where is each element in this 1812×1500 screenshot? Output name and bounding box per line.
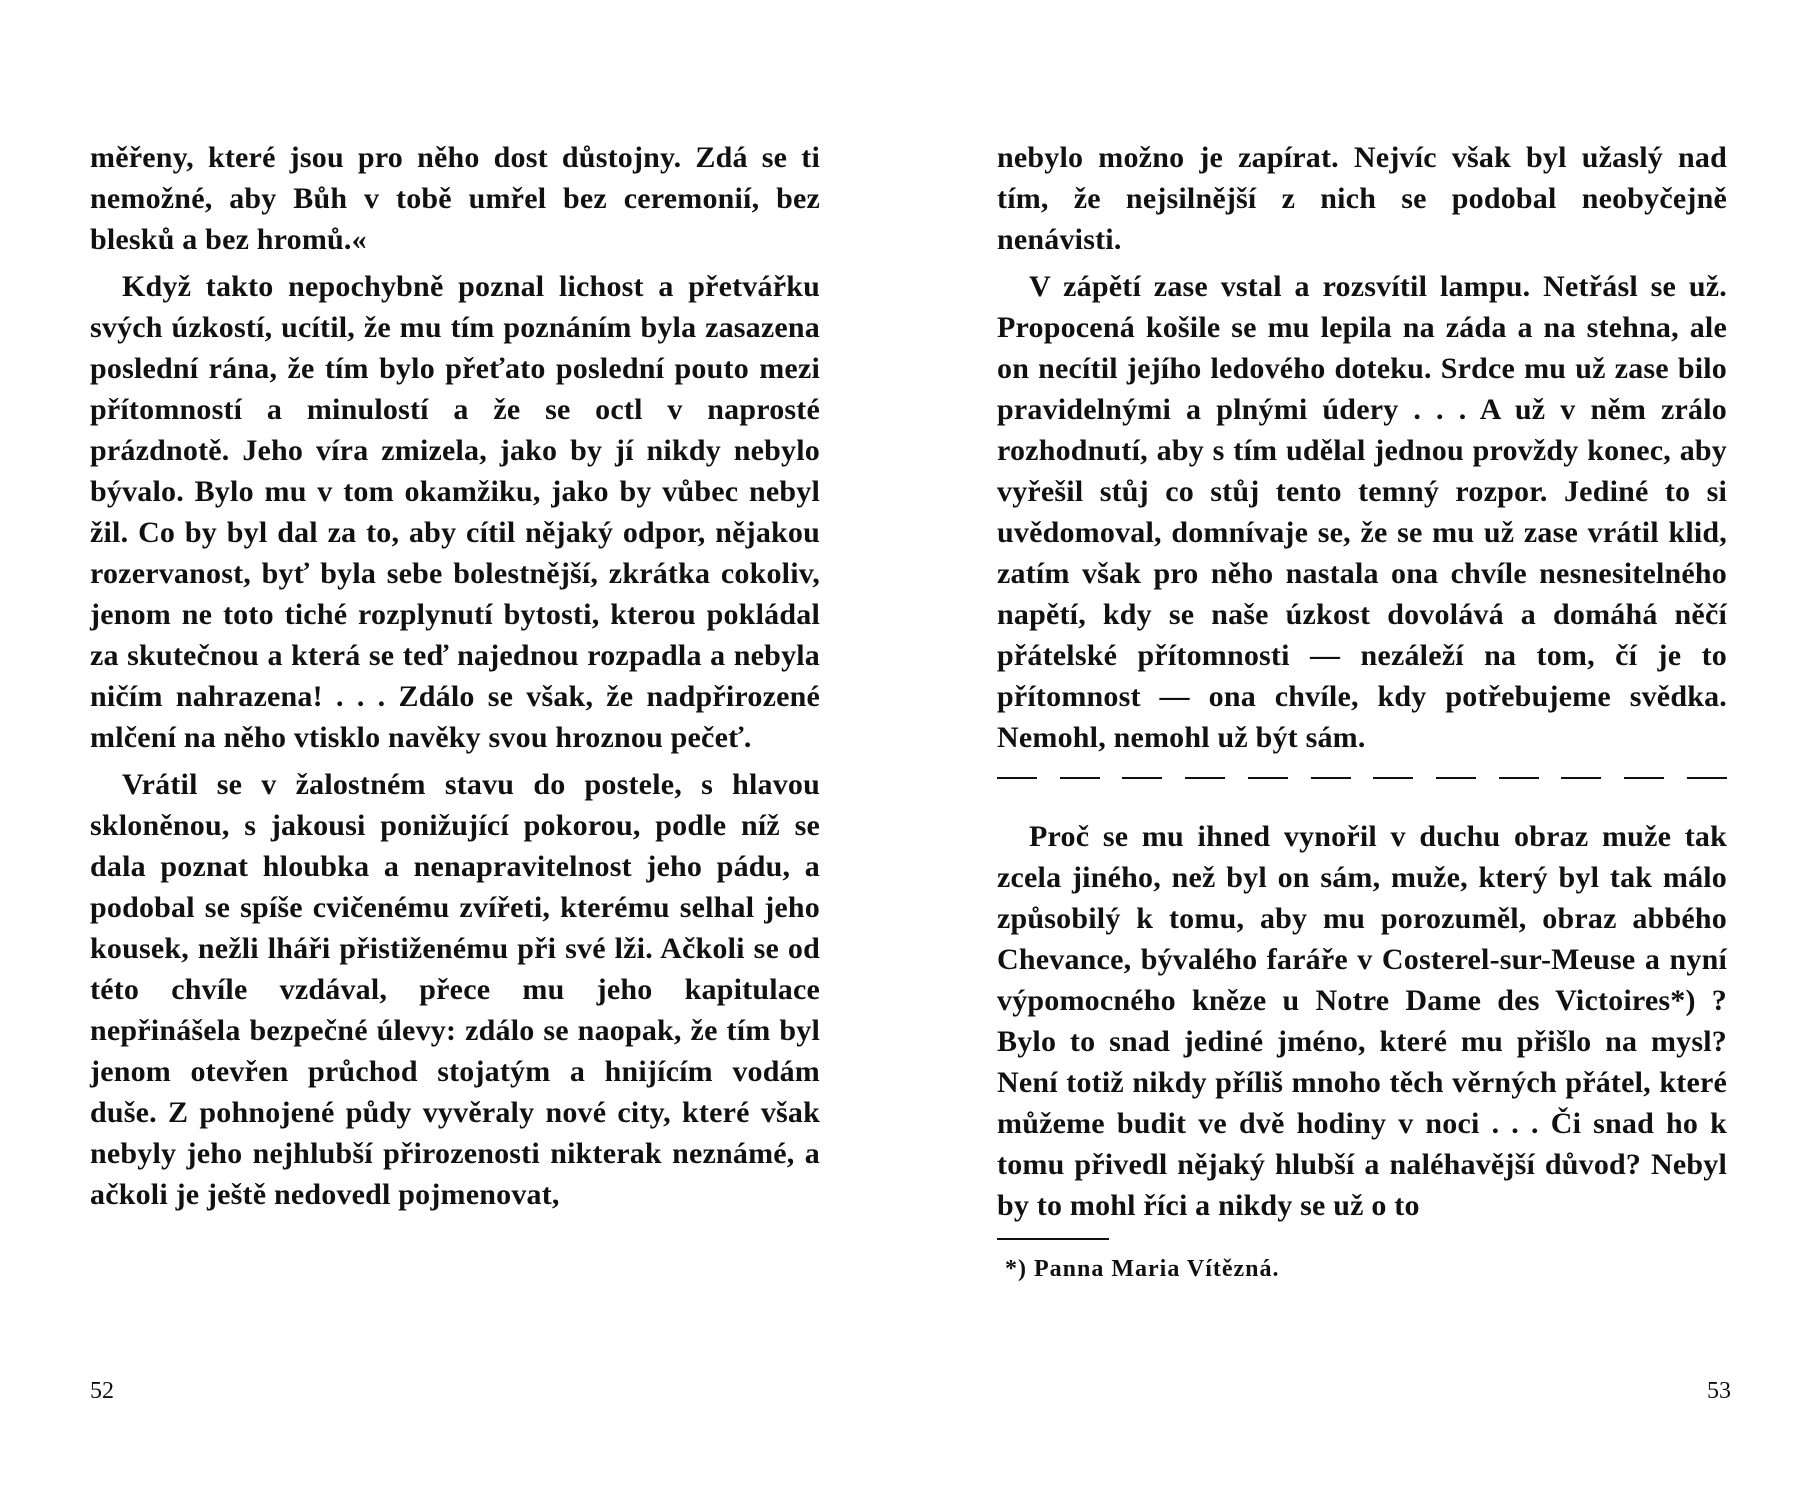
right-paragraph-2: V zápětí zase vstal a rozsvítil lampu. Netřásl se už. Propocená košile se mu lepila na záda a na stehna, ale on necítil jejího ledového doteku. Srdce mu už zase bilo pravidelnými a plnými údery . . . A už v něm zrálo rozhodnutí, aby s tím udělal jednou provždy konec, aby vyřešil stůj co stůj tento temný rozpor. Jediné to si uvědomoval, domnívaje se, že se mu už zase vrátil klid, zatím však pro něho nastala ona chvíle nesnesitelného napětí, kdy se naše úzkost dovolává a domáhá něčí přátelské přítomnosti — nezáleží na tom, čí je to přítomnost — ona chvíle, kdy potřebujeme svědka. Nemohl, nemohl už být sám. (997, 270, 1727, 754)
dash (1248, 777, 1288, 779)
dash (1436, 777, 1476, 779)
dash (1373, 777, 1413, 779)
left-paragraph-3: Vrátil se v žalostném stavu do postele, s hlavou skloněnou, s jakousi ponižující pokorou, podle níž se dala poznat hloubka a nenapravitelnost jeho pádu, a podobal se spíše cvičenému zvířeti, kterému selhal jeho kousek, nežli lháři přistiženému při své lži. Ačkoli se od této chvíle vzdával, přece mu jeho kapitulace nepřinášela bezpečné úlevy: zdálo se naopak, že tím byl jenom otevřen průchod stojatým a hnijícím vodám duše. Z pohnojené půdy vyvěraly nové city, které však nebyly jeho nejhlubší přirozenosti nikterak neznámé, a ačkoli je ještě nedovedl pojmenovat, (90, 768, 820, 1211)
footnote: *) Panna Maria Vítězná. (1005, 1256, 1280, 1282)
page-number-right: 53 (1707, 1378, 1731, 1404)
dash (1624, 777, 1664, 779)
right-paragraph-3: Proč se mu ihned vynořil v duchu obraz muže tak zcela jiného, než byl on sám, muže, který byl tak málo způsobilý k tomu, aby mu porozuměl, obraz abbého Chevance, bývalého faráře v Costerel-sur-Meuse a nyní výpomocného kněze u Notre Dame des Victoires*) ? Bylo to snad jediné jméno, které mu přišlo na mysl? Není totiž nikdy příliš mnoho těch věrných přátel, které můžeme budit ve dvě hodiny v noci . . . Či snad ho k tomu přivedl nějaký hlubší a naléhavější důvod? Nebyl by to mohl říci a nikdy se už o to (997, 820, 1727, 1222)
dash (1499, 777, 1539, 779)
section-break (997, 768, 1727, 788)
page-number-left: 52 (90, 1378, 114, 1404)
dash (1561, 777, 1601, 779)
right-paragraph-1: nebylo možno je zapírat. Nejvíc však byl užaslý nad tím, že nejsilnější z nich se podobal neobyčejně nenávisti. (997, 141, 1727, 256)
left-paragraph-1: měřeny, které jsou pro něho dost důstojny. Zdá se ti nemožné, aby Bůh v tobě umřel bez ceremonií, bez blesků a bez hromů.« (90, 141, 820, 256)
dash (1687, 777, 1727, 779)
dash (1122, 777, 1162, 779)
dash (1311, 777, 1351, 779)
dash (1060, 777, 1100, 779)
dash (1185, 777, 1225, 779)
footnote-rule (997, 1238, 1109, 1240)
right-page (997, 137, 1727, 1284)
left-paragraph-2: Když takto nepochybně poznal lichost a přetvářku svých úzkostí, ucítil, že mu tím poznáním byla zasazena poslední rána, že tím bylo přeťato poslední pouto mezi přítomností a minulostí a že se octl v naprosté prázdnotě. Jeho víra zmizela, jako by jí nikdy nebylo bývalo. Bylo mu v tom okamžiku, jako by vůbec nebyl žil. Co by byl dal za to, aby cítil nějaký odpor, nějakou rozervanost, byť byla sebe bolestnější, zkrátka cokoliv, jenom ne toto tiché rozplynutí bytosti, kterou pokládal za skutečnou a která se teď najednou rozpadla a nebyla ničím nahrazena! . . . Zdálo se však, že nadpřirozené mlčení na něho vtisklo navěky svou hroznou pečeť. (90, 270, 820, 754)
dash (997, 777, 1037, 779)
left-page (90, 137, 820, 1215)
